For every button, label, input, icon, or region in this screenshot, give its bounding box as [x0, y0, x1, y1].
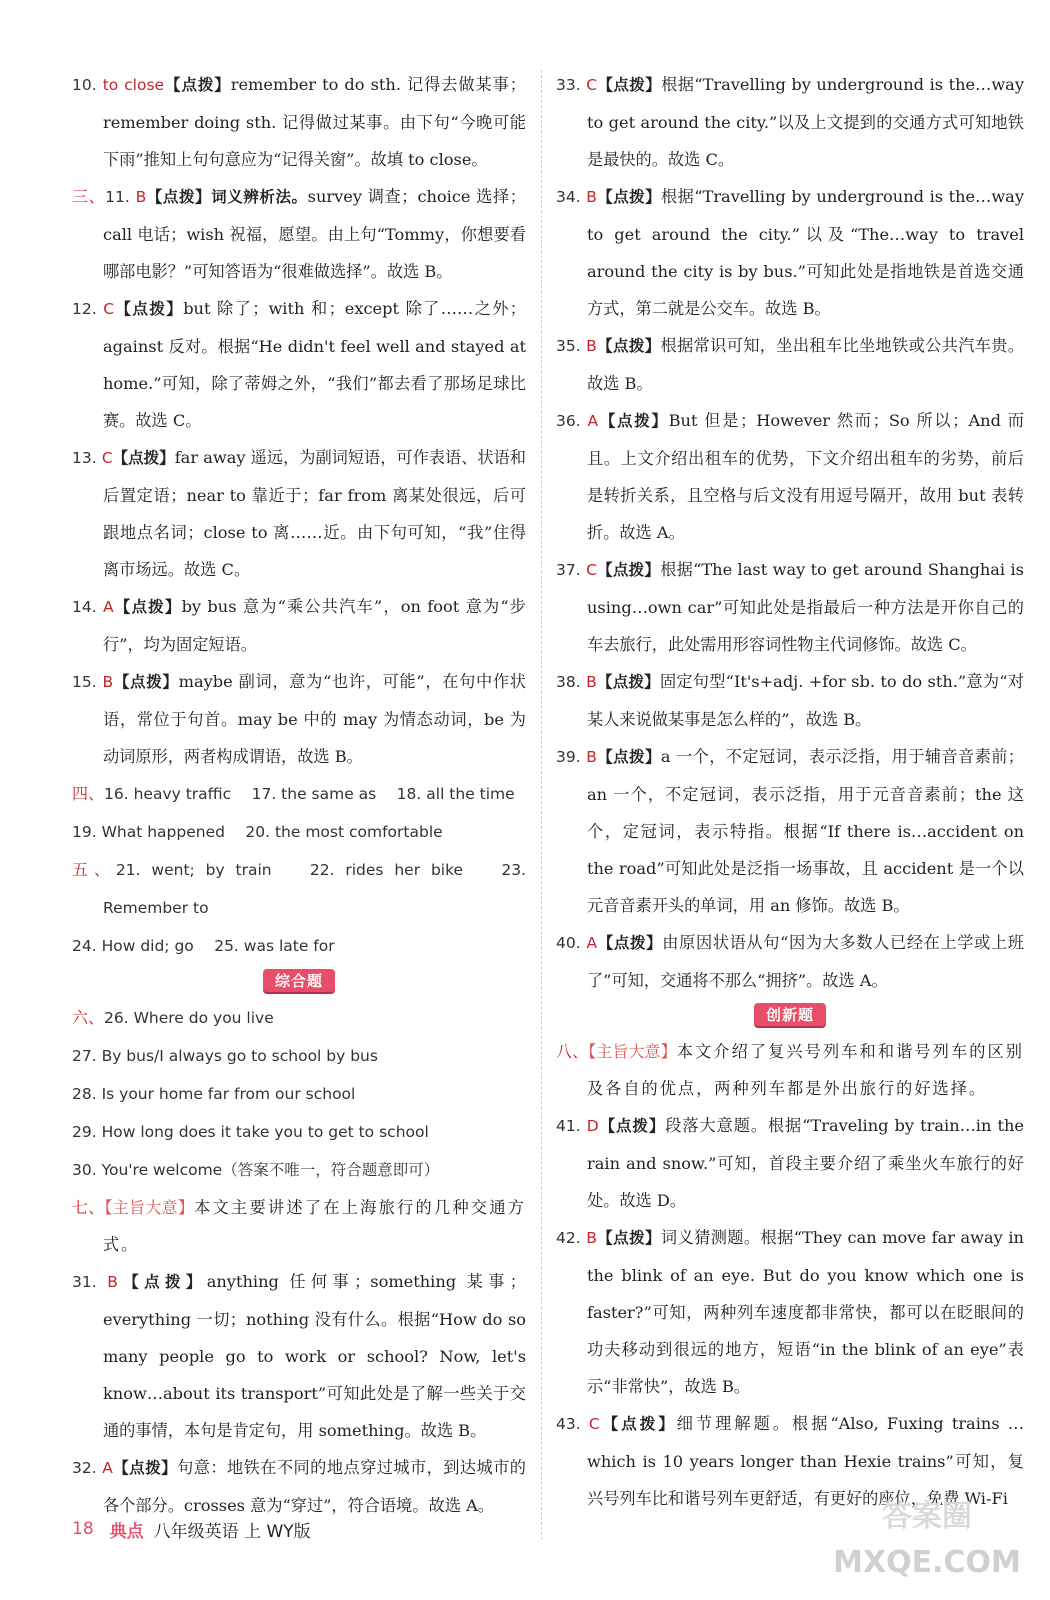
- main-idea-text: 本文介绍了复兴号列车和和谐号列车的区别及各自的优点，两种列车都是外出旅行的好选择。: [587, 1042, 1024, 1098]
- explanation-text: maybe 副词，意为“也许，可能”，在句中作状语，常位于句首。may be 中的 may 为情态动词，be 为动词原形，两者构成谓语，故选 B。: [103, 672, 526, 766]
- hint-tag: 【点拨】: [599, 1415, 677, 1433]
- hint-tag: 【点拨】: [598, 1117, 666, 1135]
- section-number: 四、: [72, 784, 105, 803]
- hint-tag: 【点拨】: [596, 1229, 661, 1247]
- answer-item: [556, 402, 1024, 551]
- section-number: 五、: [72, 860, 116, 879]
- answer-item: [556, 924, 1024, 999]
- answer-line: [72, 1037, 526, 1075]
- answer-line: [72, 1075, 526, 1113]
- page-footer: [72, 1514, 311, 1544]
- right-column: [556, 66, 1024, 1517]
- hint-tag: 【点拨】: [117, 1273, 207, 1291]
- explanation-text: 根据“Travelling by underground is the…way to get around the city.”以及“The…way to travel around the city is by bus.”可知此处是指地铁是首选交通方式，第二就是公交车。故选 B。: [587, 187, 1024, 318]
- question-number: 41.: [556, 1117, 581, 1135]
- hint-tag: 【点拨】: [596, 748, 661, 766]
- hint-tag: 【点拨】词义辨析法。: [146, 188, 308, 206]
- answer-line-text: 30. You're welcome（答案不唯一，符合题意即可）: [72, 1161, 440, 1179]
- book-title: 八年级英语 上 WY版: [153, 1521, 311, 1542]
- explanation-text: a 一个，不定冠词，表示泛指，用于辅音音素前；an 一个，不定冠词，表示泛指，用于元音音素前；the 这个，定冠词，表示特指。根据“If there is…accident on the road”可知此处是泛指一场事故，且 accident 是一个以元音音素开头的单词，用 an 修饰。故选 B。: [587, 747, 1024, 915]
- page-number: 18: [72, 1519, 94, 1539]
- answer-item: [556, 738, 1024, 924]
- hint-tag: 【点拨】: [164, 76, 231, 94]
- question-number: 38.: [556, 673, 581, 691]
- explanation-text: remember to do sth. 记得去做某事；remember doing sth. 记得做过某事。由下句“今晚可能下雨”推知上句句意应为“记得关窗”。故填 to close。: [103, 75, 526, 169]
- answer-item: [72, 1449, 526, 1524]
- hint-tag: 【点拨】: [113, 598, 182, 616]
- answer-line-text: 26. Where do you live: [104, 1009, 274, 1027]
- explanation-text: 段落大意题。根据“Traveling by train…in the rain and snow.”可知，首段主要介绍了乘坐火车旅行的好处。故选 D。: [587, 1116, 1024, 1210]
- answer-key: B: [586, 337, 597, 355]
- question-number: 10.: [72, 76, 97, 94]
- watermark-text: MXQE.COM: [833, 1545, 1021, 1580]
- hint-tag: 【点拨】: [596, 188, 662, 206]
- answer-item: [72, 663, 526, 775]
- answer-key: B: [586, 673, 597, 691]
- question-number: 12.: [72, 300, 97, 318]
- answer-item: [72, 439, 526, 588]
- answer-line: [72, 851, 526, 927]
- question-number: 34.: [556, 188, 581, 206]
- section-number: 六、: [72, 1008, 105, 1027]
- question-number: 39.: [556, 748, 581, 766]
- answer-line: [72, 927, 526, 965]
- answer-key: C: [103, 300, 115, 318]
- hint-tag: 【点拨】: [597, 934, 663, 952]
- section-banner: [72, 965, 526, 999]
- answer-line: [72, 813, 526, 851]
- answer-line-text: 21. went; by train 22. rides her bike 23. Remember to: [103, 861, 526, 917]
- hint-tag: 【点拨】: [114, 300, 184, 318]
- left-column: [72, 66, 526, 1524]
- question-number: 33.: [556, 76, 581, 94]
- answer-key: C: [586, 76, 598, 94]
- question-number: 11.: [105, 188, 130, 206]
- explanation-text: 词义猜测题。根据“They can move far away in the blink of an eye. But do you know which one is faster?”可知，两种列车速度都非常快，都可以在眨眼间的功夫移动到很远的地方，短语“in the blink of an eye”表示“非常快”，故选 B。: [587, 1228, 1024, 1396]
- question-number: 37.: [556, 561, 581, 579]
- answer-key: A: [103, 598, 114, 616]
- question-number: 14.: [72, 598, 97, 616]
- question-number: 13.: [72, 449, 97, 467]
- explanation-text: survey 调查；choice 选择；call 电话；wish 祝福，愿望。由上句“Tommy，你想要看哪部电影？”可知答语为“很难做选择”。故选 B。: [103, 187, 526, 281]
- answer-line-text: 16. heavy traffic 17. the same as 18. all the time: [104, 785, 515, 803]
- answer-key: B: [586, 188, 597, 206]
- answer-line: [72, 999, 526, 1037]
- hint-tag: 【点拨】: [596, 337, 661, 355]
- watermark-sub: 答案圈: [882, 1499, 972, 1534]
- hint-tag: 【点拨】: [113, 673, 179, 691]
- answer-line-text: 29. How long does it take you to get to school: [72, 1123, 429, 1141]
- answer-key: B: [107, 1273, 118, 1291]
- answer-item: [72, 290, 526, 439]
- hint-tag: 【点拨】: [112, 1459, 178, 1477]
- answer-key: B: [586, 748, 597, 766]
- explanation-text: far away 遥远，为副词短语，可作表语、状语和后置定语；near to 靠近于；far from 离某处很远，后可跟地点名词；close to 离……近。由下句可知，“我”住得离市场远。故选 C。: [103, 448, 526, 579]
- answer-key: D: [586, 1117, 599, 1135]
- explanation-text: But 但是；However 然而；So 所以；And 而且。上文介绍出租车的优势，下文介绍出租车的劣势，前后是转折关系，且空格与后文没有用逗号隔开，故用 but 表转折。故选 A。: [587, 411, 1024, 542]
- question-number: 43.: [556, 1415, 581, 1433]
- question-number: 36.: [556, 412, 581, 430]
- question-number: 15.: [72, 673, 97, 691]
- answer-key: C: [586, 561, 597, 579]
- answer-item: [556, 1107, 1024, 1219]
- answer-item: [556, 327, 1024, 402]
- main-idea-label: 【主旨大意】: [588, 1042, 677, 1061]
- answer-line-text: 28. Is your home far from our school: [72, 1085, 356, 1103]
- hint-tag: 【点拨】: [596, 673, 660, 691]
- answer-key: C: [101, 449, 113, 467]
- answer-item: [72, 1263, 526, 1449]
- answer-key: C: [588, 1415, 600, 1433]
- question-number: 40.: [556, 934, 581, 952]
- answer-item: [72, 66, 526, 178]
- answer-line-text: 24. How did; go 25. was late for: [72, 937, 335, 955]
- main-idea: [72, 1189, 526, 1263]
- answer-key: A: [102, 1459, 113, 1477]
- section-banner-label: 创新题: [754, 1003, 826, 1026]
- answer-key: A: [586, 934, 598, 952]
- question-number: 42.: [556, 1229, 581, 1247]
- question-number: 31.: [72, 1273, 97, 1291]
- question-number: 35.: [556, 337, 581, 355]
- answer-item: [72, 178, 526, 290]
- answer-key: B: [586, 1229, 597, 1247]
- answer-item: [72, 588, 526, 663]
- explanation-text: 句意：地铁在不同的地点穿过城市，到达城市的各个部分。crosses 意为“穿过”，符合语境。故选 A。: [103, 1458, 526, 1515]
- answer-line: [72, 1151, 526, 1189]
- section-banner: [556, 999, 1024, 1033]
- answer-line: [72, 1113, 526, 1151]
- explanation-text: anything 任何事；something 某事；everything 一切；nothing 没有什么。根据“How do so many people go to work or school? Now, let's know…about its transport”可知此处是了解一些关于交通的事情，本句是肯定句，用 something。故选 B。: [103, 1272, 526, 1440]
- answer-key: A: [587, 412, 599, 430]
- answer-item: [556, 1219, 1024, 1405]
- hint-tag: 【点拨】: [597, 76, 662, 94]
- answer-item: [556, 663, 1024, 738]
- explanation-text: but 除了；with 和；except 除了……之外；against 反对。根据“He didn't feel well and stayed at home.”可知，除了蒂姆之外，“我们”都去看了那场足球比赛。故选 C。: [103, 299, 526, 430]
- hint-tag: 【点拨】: [596, 561, 661, 579]
- answer-item: [556, 66, 1024, 178]
- section-number: 三、: [72, 187, 106, 206]
- answer-line: [72, 775, 526, 813]
- explanation-text: 根据“The last way to get around Shanghai is using…own car”可知此处是指最后一种方法是开你自己的车去旅行，此处需用形容词性物主代词修饰。故选 C。: [587, 560, 1024, 654]
- explanation-text: by bus 意为“乘公共汽车”，on foot 意为“步行”，均为固定短语。: [103, 597, 526, 654]
- main-idea: [556, 1033, 1024, 1107]
- section-number: 七、: [72, 1198, 105, 1217]
- brand-logo: 典点: [109, 1521, 144, 1542]
- explanation-text: 根据常识可知，坐出租车比坐地铁或公共汽车贵。故选 B。: [587, 336, 1024, 393]
- explanation-text: 固定句型“It's+adj. +for sb. to do sth.”意为“对某人来说做某事是怎么样的”，故选 B。: [587, 672, 1024, 729]
- answer-key: to close: [102, 76, 165, 94]
- explanation-text: 细节理解题。根据“Also, Fuxing trains … which is 10 years longer than Hexie trains”可知，复兴号列车比和谐号列车更舒适，有更好的座位，免费 Wi-Fi: [587, 1414, 1024, 1508]
- section-number: 八、: [556, 1042, 589, 1061]
- answer-line-text: 19. What happened 20. the most comfortable: [72, 823, 443, 841]
- answer-item: [556, 551, 1024, 663]
- section-banner-label: 综合题: [263, 969, 335, 992]
- answer-key: B: [135, 188, 147, 206]
- explanation-text: 由原因状语从句“因为大多数人已经在上学或上班了”可知，交通将不那么“拥挤”。故选 A。: [587, 933, 1024, 990]
- answer-key: B: [102, 673, 114, 691]
- main-idea-text: 本文主要讲述了在上海旅行的几种交通方式。: [103, 1198, 526, 1254]
- hint-tag: 【点拨】: [112, 449, 175, 467]
- question-number: 32.: [72, 1459, 97, 1477]
- answer-item: [556, 178, 1024, 327]
- watermark-logo: [822, 1486, 1032, 1586]
- answer-line-text: 27. By bus/I always go to school by bus: [72, 1047, 378, 1065]
- hint-tag: 【点拨】: [598, 412, 669, 430]
- column-divider: [541, 70, 542, 1540]
- main-idea-label: 【主旨大意】: [104, 1198, 195, 1217]
- explanation-text: 根据“Travelling by underground is the…way to get around the city.”以及上文提到的交通方式可知地铁是最快的。故选 C。: [587, 75, 1024, 169]
